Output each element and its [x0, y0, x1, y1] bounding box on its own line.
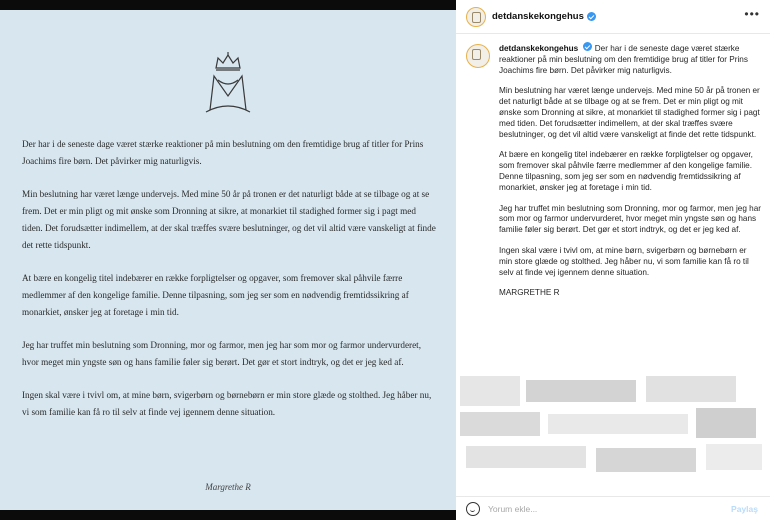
letter-paragraph: Min beslutning har været længe undervejs. Med mine 50 år på tronen er det naturligt både at se tilbage og at se frem. Det er min pligt og mit ønske som Dronning at sikre, at monarkiet til stadighed former sig i pagt med tiden. Det forudsætter indimellem, at der skal træffes svære beslutninger, og det vil altid være vanskeligt at finde det rette tidspunkt. [22, 189, 436, 250]
letter-paragraph: Der har i de seneste dage været stærke reaktioner på min beslutning om den fremtidige brug af titler for Prins Joachims fire børn. Det påvirker mig naturligvis. [22, 139, 424, 166]
more-horizontal-icon[interactable]: ••• [744, 7, 760, 21]
post-caption [466, 42, 762, 309]
caption-paragraph [499, 42, 761, 76]
royal-monogram-icon [196, 50, 260, 116]
caption-paragraph: Min beslutning har været længe undervejs. Med mine 50 år på tronen er det naturligt både at se tilbage og at se frem. Det er min pligt og mit ønske som Dronning at sikre, at monarkiet til stadighed former sig i pagt med tiden. Det forudsætter indimellem, at der skal træffes svære beslutninger, og det vil altid være vanskeligt at finde det rette tidspunkt. [499, 86, 760, 139]
blur-block [706, 444, 762, 470]
caption-handle[interactable]: detdanskekongehus [499, 44, 579, 53]
post-comment-button[interactable]: Paylaş [731, 504, 758, 514]
account-handle[interactable]: detdanskekongehus [492, 11, 584, 22]
caption-signature: MARGRETHE R [499, 288, 560, 298]
letter-signature: Margrethe R [205, 482, 251, 492]
letter-paragraph: Ingen skal være i tvivl om, at mine børn, svigerbørn og børnebørn er min store glæde og stolthed. Jeg håber nu, vi som familie kan få ro til selv at finde vej igennem denne situation. [22, 390, 432, 417]
caption-paragraph: At bære en kongelig titel indebærer en række forpligtelser og opgaver, som fremover skal påhvile færre medlemmer af den kongelige familie. Denne tilpasning, som jeg ser som en nødvendig fremtidssikring af monarkiet, ønsker jeg at foretage i min tid. [499, 150, 753, 192]
letter-image [0, 10, 456, 510]
verified-badge-icon [587, 12, 596, 21]
verified-badge-icon [583, 42, 592, 51]
post-side-panel [456, 0, 770, 520]
post-header [456, 0, 770, 34]
blur-block [526, 380, 636, 402]
comment-input[interactable]: Yorum ekle... [488, 503, 538, 514]
blur-block [646, 376, 736, 402]
blur-block [548, 414, 688, 434]
caption-paragraph: Ingen skal være i tvivl om, at mine børn, svigerbørn og børnebørn er min store glæde og stolthed. Jeg håber nu, vi som familie kan få ro til selv at finde vej igennem denne situation. [499, 245, 749, 277]
caption-paragraph: Jeg har truffet min beslutning som Dronning, mor og farmor, men jeg har som mor og farmor undervurderet, hvor meget min yngste søn og hans familie føler sig berørt. Det gør et stort indtryk, og det er jeg ked af. [499, 203, 761, 235]
blur-block [696, 408, 756, 438]
avatar[interactable] [466, 7, 486, 27]
blur-block [460, 412, 540, 436]
emoji-icon[interactable] [466, 502, 480, 516]
comment-bar [456, 496, 770, 520]
letter-paragraph: Jeg har truffet min beslutning som Dronning, mor og farmor, men jeg har som mor og farmor undervurderet, hvor meget min yngste søn og hans familie føler sig berørt. Det gør et stort indtryk, og det er jeg ked af. [22, 340, 422, 367]
caption-body [499, 42, 761, 309]
blur-block [466, 446, 586, 468]
caption-text: Der har i de seneste dage været stærke reaktioner på min beslutning om den fremtidige brug af titler for Prins Joachims fire børn. Det påvirker mig naturligvis. [499, 44, 748, 75]
blur-block [460, 376, 520, 406]
blur-block [596, 448, 696, 472]
blurred-comments [456, 368, 770, 492]
avatar[interactable] [466, 44, 490, 68]
letter-paragraph: At bære en kongelig titel indebærer en række forpligtelser og opgaver, som fremover skal påhvile færre medlemmer af den kongelige familie. Denne tilpasning, som jeg ser som en nødvendig fremtidssikring af monarkiet, ønsker jeg at foretage i min tid. [22, 273, 409, 317]
letter-body [22, 136, 436, 437]
